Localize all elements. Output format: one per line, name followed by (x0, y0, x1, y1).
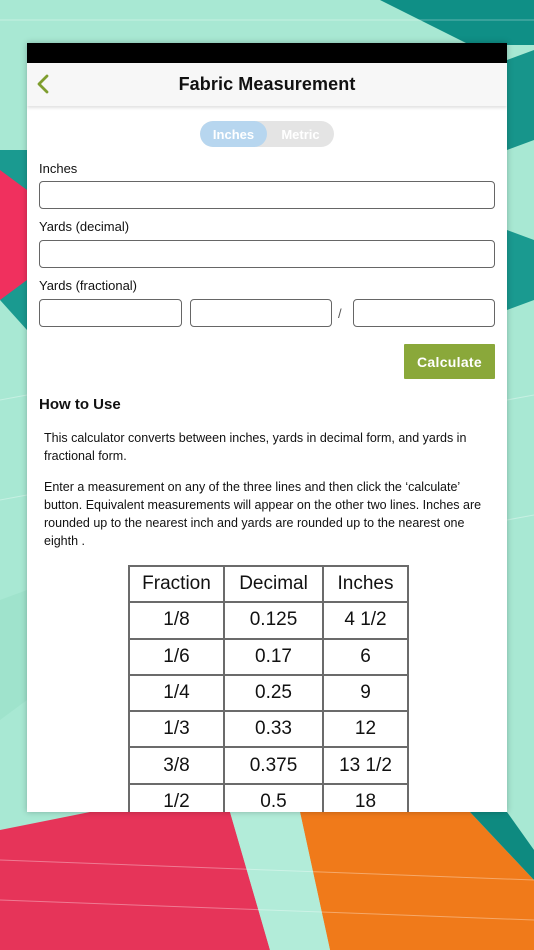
table-row (129, 784, 408, 812)
how-to-paragraph-2: Enter a measurement on any of the three lines and then click the ‘calculate’ button. Equivalent measurements will appear on the other two lines. Inches are rounded up to the nearest inch and yards are rounded up to the nearest one eighth . (44, 480, 482, 548)
status-bar (27, 43, 507, 63)
page-title: Fabric Measurement (178, 74, 356, 94)
navigation-bar (27, 63, 507, 106)
table-cell: 0.125 (224, 602, 323, 638)
table-cell: 1/4 (129, 675, 224, 711)
table-cell: 0.17 (224, 639, 323, 675)
how-to-paragraph-1: This calculator converts between inches, yards in decimal form, and yards in fractional form. (44, 431, 467, 463)
calculate-button[interactable]: Calculate (404, 344, 495, 379)
table-cell: 12 (323, 711, 408, 747)
yards-denominator-input[interactable] (353, 299, 495, 327)
table-header: Inches (323, 566, 408, 602)
fraction-slash: / (338, 306, 342, 321)
back-button[interactable] (31, 69, 55, 99)
app-screen (27, 43, 507, 812)
yards-whole-input[interactable] (39, 299, 182, 327)
table-cell: 0.5 (224, 784, 323, 812)
table-header-row (129, 566, 408, 602)
table-cell: 13 1/2 (323, 747, 408, 783)
table-cell: 3/8 (129, 747, 224, 783)
unit-segmented-control (200, 121, 334, 147)
how-to-heading: How to Use (39, 396, 121, 413)
yards-decimal-input[interactable] (39, 240, 495, 268)
table-cell: 1/3 (129, 711, 224, 747)
table-row (129, 675, 408, 711)
table-cell: 1/8 (129, 602, 224, 638)
conversion-table (128, 565, 409, 812)
table-cell: 1/2 (129, 784, 224, 812)
inches-label: Inches (39, 161, 78, 176)
inches-input[interactable] (39, 181, 495, 209)
table-cell: 4 1/2 (323, 602, 408, 638)
table-row (129, 639, 408, 675)
table-cell: 18 (323, 784, 408, 812)
table-row (129, 602, 408, 638)
segment-inches[interactable]: Inches (200, 121, 267, 147)
table-header: Decimal (224, 566, 323, 602)
table-header: Fraction (129, 566, 224, 602)
yards-decimal-label: Yards (decimal) (39, 219, 130, 234)
table-cell: 6 (323, 639, 408, 675)
yards-numerator-input[interactable] (190, 299, 332, 327)
yards-fractional-label: Yards (fractional) (39, 278, 138, 293)
table-cell: 0.25 (224, 675, 323, 711)
table-row (129, 711, 408, 747)
table-cell: 0.33 (224, 711, 323, 747)
table-cell: 1/6 (129, 639, 224, 675)
table-cell: 0.375 (224, 747, 323, 783)
segment-metric[interactable]: Metric (281, 126, 320, 142)
table-cell: 9 (323, 675, 408, 711)
chevron-left-icon (36, 73, 50, 95)
table-row (129, 747, 408, 783)
